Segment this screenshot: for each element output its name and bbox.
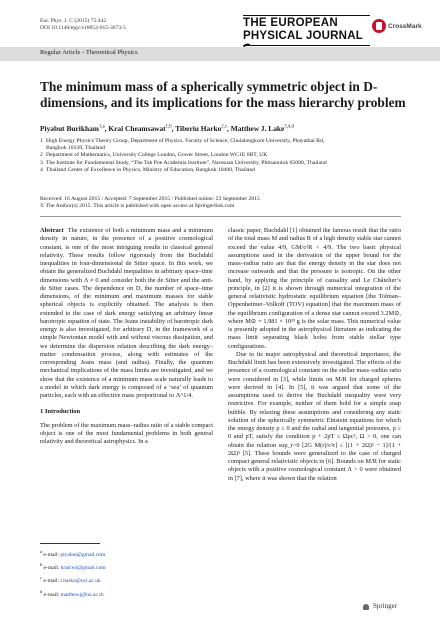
abstract: [40, 227, 213, 400]
publisher-name: Springer: [373, 602, 398, 610]
affiliation: 4 Thailand Center of Excellence in Physics, Ministry of Education, Bangkok 10400, Thailand: [40, 166, 256, 173]
body-paragraph: Due to its major astrophysical and theoretical importance, the Buchdahl limit has been extensively investigated. The effects of the presence of a cosmological constant on the stellar mass–radius ratio were considered in [3], while limits on M/R for charged spheres were derived in [4]. In [5], it was argued that some of the assumptions used to derive the Buchdahl inequality were very restrictive. For example, neither of them hold for a simple soap bubble. By relaxing these assumptions and considering any static solution of the spherically symmetric Einstein equations for which the energy density ρ ≥ 0 and the radial and tangential pressures, p ≥ 0 and pT, satisfy the condition p + 2pT ≤ Ωρc², Ω > 0, one can obtain the relation sup_r>0 [2G M(r)/c²r] ≤ [(1 + 2Ω)² − 1]/(1 + 2Ω)² [5]. These bounds were generalized to the case of charged compact general relativistic objects in [6]. Bounds on M/R for static objects with a positive cosmological constant Λ > 0 were obtained in [7], where it was shown that the relation: [228, 350, 401, 482]
journal-ref: Eur. Phys. J. C (2015) 75:442: [40, 18, 107, 24]
affiliations: [40, 138, 410, 174]
footnote: $^c$ e-mail: t.harko@ucl.ac.uk: [40, 575, 101, 585]
author[interactable]: Matthew J. Lake$^{3,4,d}$: [230, 124, 294, 133]
abstract-label: Abstract: [40, 227, 64, 234]
author[interactable]: Piyabut Burikham$^{1,a}$: [40, 124, 105, 133]
crossmark-icon: [372, 19, 386, 33]
email-link[interactable]: t.harko@ucl.ac.uk: [60, 578, 101, 585]
journal-rule-top: [243, 15, 370, 16]
email-link[interactable]: piyabut@gmail.com: [60, 551, 106, 558]
crossmark-label: CrossMark: [388, 22, 422, 30]
crossmark-button[interactable]: [372, 19, 422, 33]
springer-horse-icon: [362, 602, 370, 610]
article-title: The minimum mass of a spherically symmetric object in D-dimensions, and its implications for the mass hierarchy problem: [40, 79, 406, 110]
footnote: $^d$ e-mail: matthewj@nu.ac.th: [40, 588, 104, 598]
footnote: $^b$ e-mail: kraicwt@gmail.com: [40, 562, 106, 572]
affiliation: 1 High Energy Physics Theory Group, Department of Physics, Faculty of Science, Chulalongkorn University, Phayathai Rd,: [40, 138, 325, 144]
footnote-divider: [40, 543, 100, 544]
right-column: [228, 227, 401, 483]
left-column: [40, 227, 213, 446]
author[interactable]: Krai Cheamsawat$^{1,b}$: [108, 124, 172, 133]
journal-line1: THE EUROPEAN: [243, 17, 338, 29]
author[interactable]: Tiberiu Harko$^{2,c}$: [175, 124, 228, 133]
history-dates: Received: 16 August 2015 / Accepted: 7 September 2015 / Published online: 23 September 2015: [40, 196, 260, 202]
footnote: $^a$ e-mail: piyabut@gmail.com: [40, 549, 106, 558]
email-link[interactable]: kraicwt@gmail.com: [60, 565, 106, 572]
doi[interactable]: DOI 10.1140/epjc/s10052-015-3673-5: [40, 25, 126, 32]
header-divider: [40, 216, 401, 217]
affiliation: 3 The Institute for Fundamental Study, “The Tah Poe Academia Institute”, Naresuan University, Phitsanulok 65000, Thailand: [40, 159, 327, 166]
email-footnotes: [40, 547, 106, 600]
copyright: © The Author(s) 2015. This article is published with open access at Springerlink.com: [40, 203, 235, 210]
article-type: Regular Article - Theoretical Physics: [40, 49, 138, 56]
publication-dates: [40, 196, 410, 211]
author-list: Piyabut Burikham$^{1,a}$, Krai Cheamsawat$^{1,b}$, Tiberiu Harko$^{2,c}$, Matthew J. Lake$^{3,4,d}$: [40, 124, 294, 133]
publisher-logo: [362, 602, 397, 610]
affiliation-continuation: Bangkok 10330, Thailand: [46, 145, 106, 152]
body-paragraph: classic paper, Buchdahl [1] obtained the famous result that the ratio of the total mass M and radius R of a high density stable star cannot exceed the value 4/9, GM/c²R < 4/9. The two basic physical assumptions used in the derivation of the upper bound for the mass–radius ratio are that the energy density in the star does not increase outwards and that the pressure is isotropic. On the other hand, by applying the principle of causality and Le Châtelier’s principle, in [2] it is shown through numerical integration of the general relativistic hydrostatic equilibrium equation [the Tolman–Oppenheimer–Volkoff (TOV) equation] that the maximum mass of the equilibrium configuration of a dense star cannot exceed 3.2M⊙, where M⊙ = 1.981 × 10³³ g is the solar mass. This numerical value is presently adopted in the astrophysical literature as indicating the mass limit separating black holes from stable stellar type configurations.: [228, 227, 401, 350]
abstract-text: The existence of both a minimum mass and a minimum density in nature, in the presence of a positive cosmological constant, is one of the most intriguing results in classical general relativity. These results follow rigorously from the Buchdahl inequalities in four-dimensional de Sitter space. In this work, we obtain the generalized Buchdahl inequalities in arbitrary space–time dimensions with Λ ≠ 0 and consider both the de Sitter and the anti-de Sitter cases. The dependence on D, the number of space–time dimensions, of the minimum and maximum masses for stable spherical objects is explicitly obtained. The analysis is then extended to the case of dark energy satisfying an arbitrary linear barotropic equation of state. The Jeans instability of barotropic dark energy is also investigated, for arbitrary D, in the framework of a simple Newtonian model with and without viscous dissipation, and we determine the dispersion relation describing the dark energy–matter condensation process, along with estimates of the corresponding Jeans mass (and radius). Finally, the quantum mechanical implications of the mass limits are investigated, and we show that the existence of a minimum mass scale naturally leads to a model in which dark energy is composed of a ‘sea’ of quantum particles, each with an effective mass proportional to Λ^1/4.: [40, 227, 214, 399]
journal-reference: [40, 18, 126, 33]
journal-rule-bottom: [243, 45, 370, 46]
journal-line2: PHYSICAL JOURNAL: [243, 30, 363, 42]
affiliation: 2 Department of Mathematics, University College London, Gower Street, London WC1E 6BT, UK: [40, 152, 268, 159]
section-heading-introduction: 1 Introduction: [40, 408, 81, 416]
email-link[interactable]: matthewj@nu.ac.th: [60, 591, 104, 598]
article-type-banner: [0, 47, 440, 61]
intro-paragraph: The problem of the maximum mass–radius ratio of a stable compact object is one of the most fundamental problems in both general relativity and theoretical astrophysics. In a: [40, 421, 213, 445]
